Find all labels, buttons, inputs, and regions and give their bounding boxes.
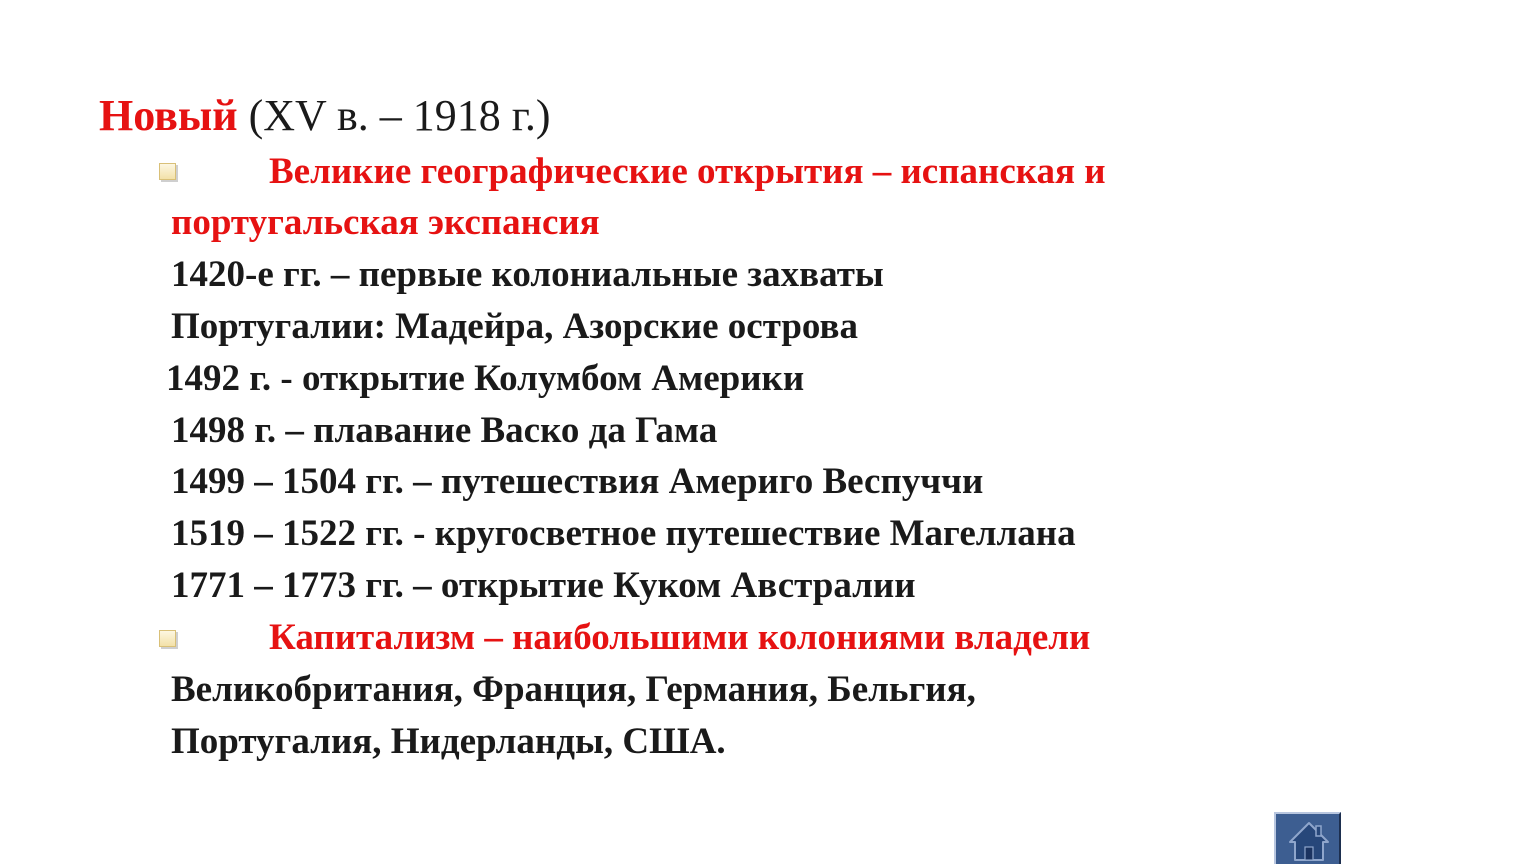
heading-period: (XV в. – 1918 г.) bbox=[248, 91, 551, 140]
list-item: 1420-е гг. – первые колониальные захваты bbox=[171, 254, 884, 295]
list-item: 1499 – 1504 гг. – путешествия Америго Веспуччи bbox=[171, 461, 984, 502]
list-item: Великобритания, Франция, Германия, Бельгия, bbox=[171, 669, 976, 710]
home-icon bbox=[1288, 820, 1330, 864]
list-item: Португалии: Мадейра, Азорские острова bbox=[171, 306, 858, 347]
list-item: 1492 г. - открытие Колумбом Америки bbox=[166, 358, 805, 399]
section-2-title-line-1: Капитализм – наибольшими колониями владели bbox=[269, 617, 1091, 658]
list-item: 1771 – 1773 гг. – открытие Куком Австралии bbox=[171, 565, 916, 606]
slide-heading bbox=[99, 88, 551, 144]
list-item: Португалия, Нидерланды, США. bbox=[171, 721, 726, 762]
list-item: 1498 г. – плавание Васко да Гама bbox=[171, 410, 718, 451]
heading-era-name: Новый bbox=[99, 91, 238, 140]
square-bullet-icon bbox=[159, 163, 176, 180]
list-item: 1519 – 1522 гг. - кругосветное путешествие Магеллана bbox=[171, 513, 1076, 554]
section-1-title-line-2: португальская экспансия bbox=[171, 202, 600, 243]
square-bullet-icon bbox=[159, 630, 176, 647]
section-1-title-line-1: Великие географические открытия – испанская и bbox=[269, 151, 1106, 192]
home-button[interactable] bbox=[1274, 812, 1341, 864]
